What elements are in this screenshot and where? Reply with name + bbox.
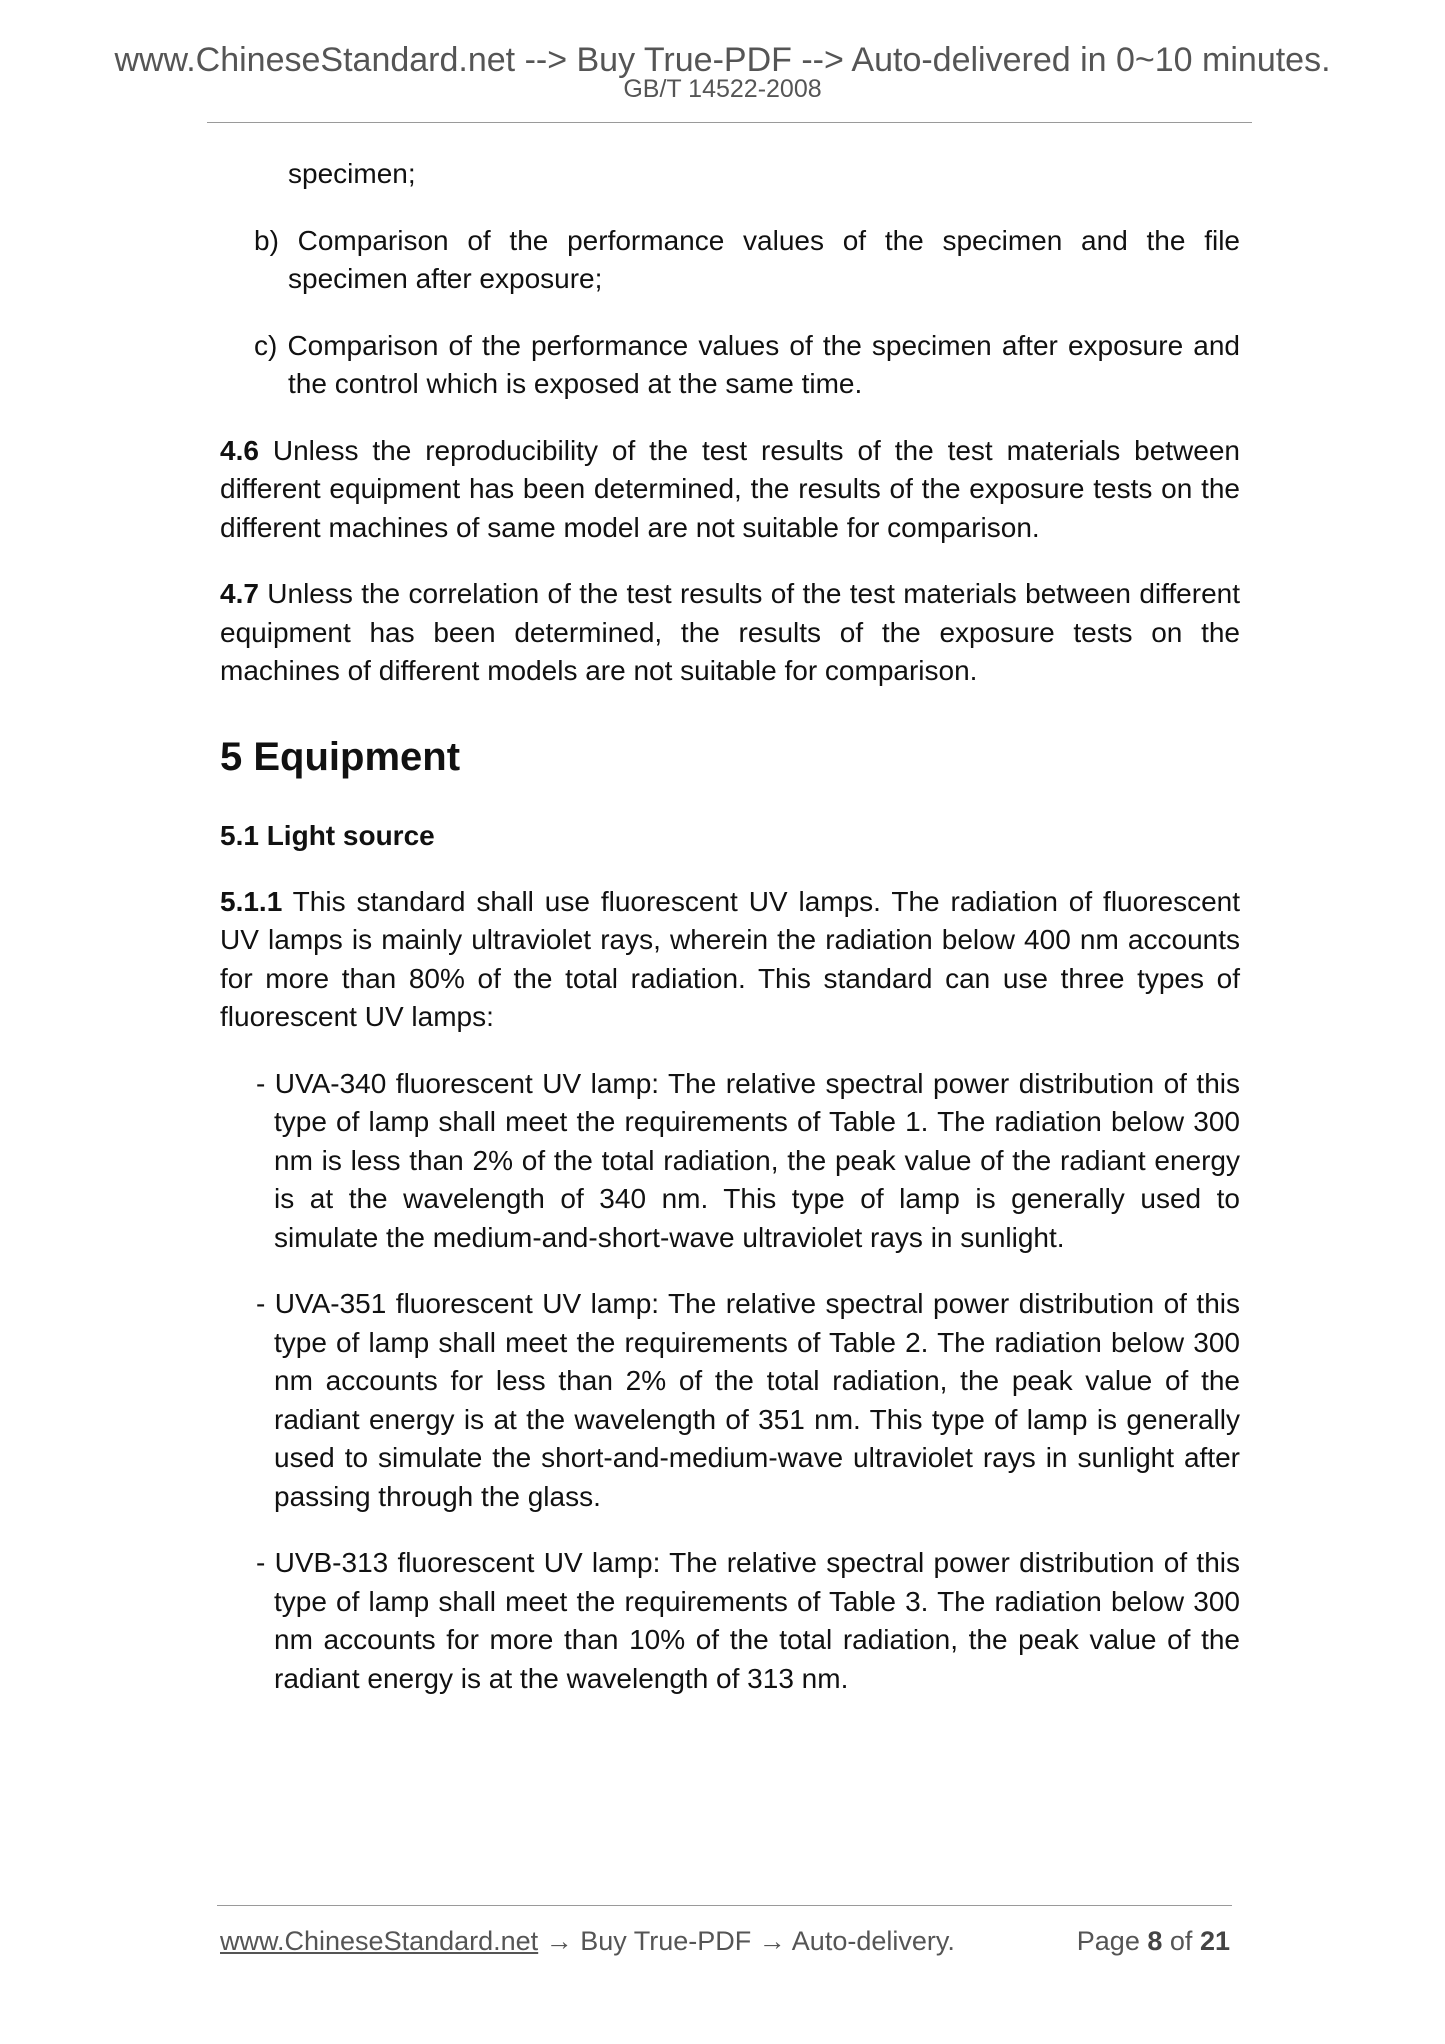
page-number: 8: [1147, 1926, 1163, 1956]
footer-buy-text: Buy True-PDF: [580, 1926, 752, 1956]
clause-4-6: [220, 432, 1240, 548]
clause-number: 4.6: [220, 434, 259, 466]
lamp-item-uvb-313: - UVB-313 fluorescent UV lamp: The relative spectral power distribution of this type of lamp shall meet the requirements of Table 3. The radiation below 300 nm accounts for more than 10% of the total radiation, the peak value of the radiant energy is at the wavelength of 313 nm.: [256, 1547, 1240, 1694]
list-item-c: c) Comparison of the performance values of the specimen after exposure and the control which is exposed at the same time.: [254, 329, 1240, 399]
lamp-item-uva-340: - UVA-340 fluorescent UV lamp: The relative spectral power distribution of this type of lamp shall meet the requirements of Table 1. The radiation below 300 nm is less than 2% of the total radiation, the peak value of the radiant energy is at the wavelength of 340 nm. This type of lamp is generally used to simulate the medium-and-short-wave ultraviolet rays in sunlight.: [256, 1067, 1240, 1253]
total-pages: 21: [1199, 1926, 1230, 1956]
list-item-a-continuation: specimen;: [288, 158, 416, 189]
clause-text: This standard shall use fluorescent UV lamps. The radiation of fluorescent UV lamps is mainly ultraviolet rays, wherein the radiation below 400 nm accounts for more than 80% of the total radiation. This standard can use three types of fluorescent UV lamps:: [220, 885, 1240, 1032]
clause-text: Unless the reproducibility of the test results of the test materials between different equipment has been determined, the results of the exposure tests on the different machines of same model are not suitable for comparison.: [220, 434, 1240, 543]
clause-4-7: [220, 575, 1240, 691]
of-label: of: [1169, 1926, 1193, 1956]
header-divider: [207, 122, 1252, 123]
section-heading-5: 5 Equipment: [220, 734, 461, 779]
subsection-heading-5-1: 5.1 Light source: [220, 819, 435, 851]
standard-code: GB/T 14522-2008: [623, 75, 822, 103]
arrow-icon: →: [758, 1926, 786, 1956]
list-item-b: b) Comparison of the performance values of the specimen and the file specimen after exposure;: [254, 224, 1240, 294]
clause-number: 4.7: [220, 578, 259, 609]
clause-5-1-1: [220, 883, 1240, 1037]
clause-text: Unless the correlation of the test results of the test materials between different equipment has been determined, the results of the exposure tests on the machines of different models are not suitable for comparison.: [220, 578, 1240, 686]
footer-divider: [217, 1905, 1232, 1906]
page-indicator: [1077, 1923, 1230, 1959]
header-banner[interactable]: www.ChineseStandard.net --> Buy True-PDF --> Auto-delivered in 0~10 minutes.: [114, 41, 1331, 79]
clause-number: 5.1.1: [220, 885, 283, 917]
footer-delivery-text: Auto-delivery.: [791, 1926, 955, 1956]
document-body: [220, 155, 1240, 1698]
arrow-icon: →: [545, 1926, 573, 1956]
footer-promo: [220, 1923, 955, 1959]
footer-site-link[interactable]: www.ChineseStandard.net: [220, 1926, 539, 1956]
lamp-item-uva-351: - UVA-351 fluorescent UV lamp: The relative spectral power distribution of this type of lamp shall meet the requirements of Table 2. The radiation below 300 nm accounts for less than 2% of the total radiation, the peak value of the radiant energy is at the wavelength of 351 nm. This type of lamp is generally used to simulate the short-and-medium-wave ultraviolet rays in sunlight after passing through the glass.: [256, 1288, 1240, 1512]
page-label: Page: [1076, 1926, 1140, 1956]
